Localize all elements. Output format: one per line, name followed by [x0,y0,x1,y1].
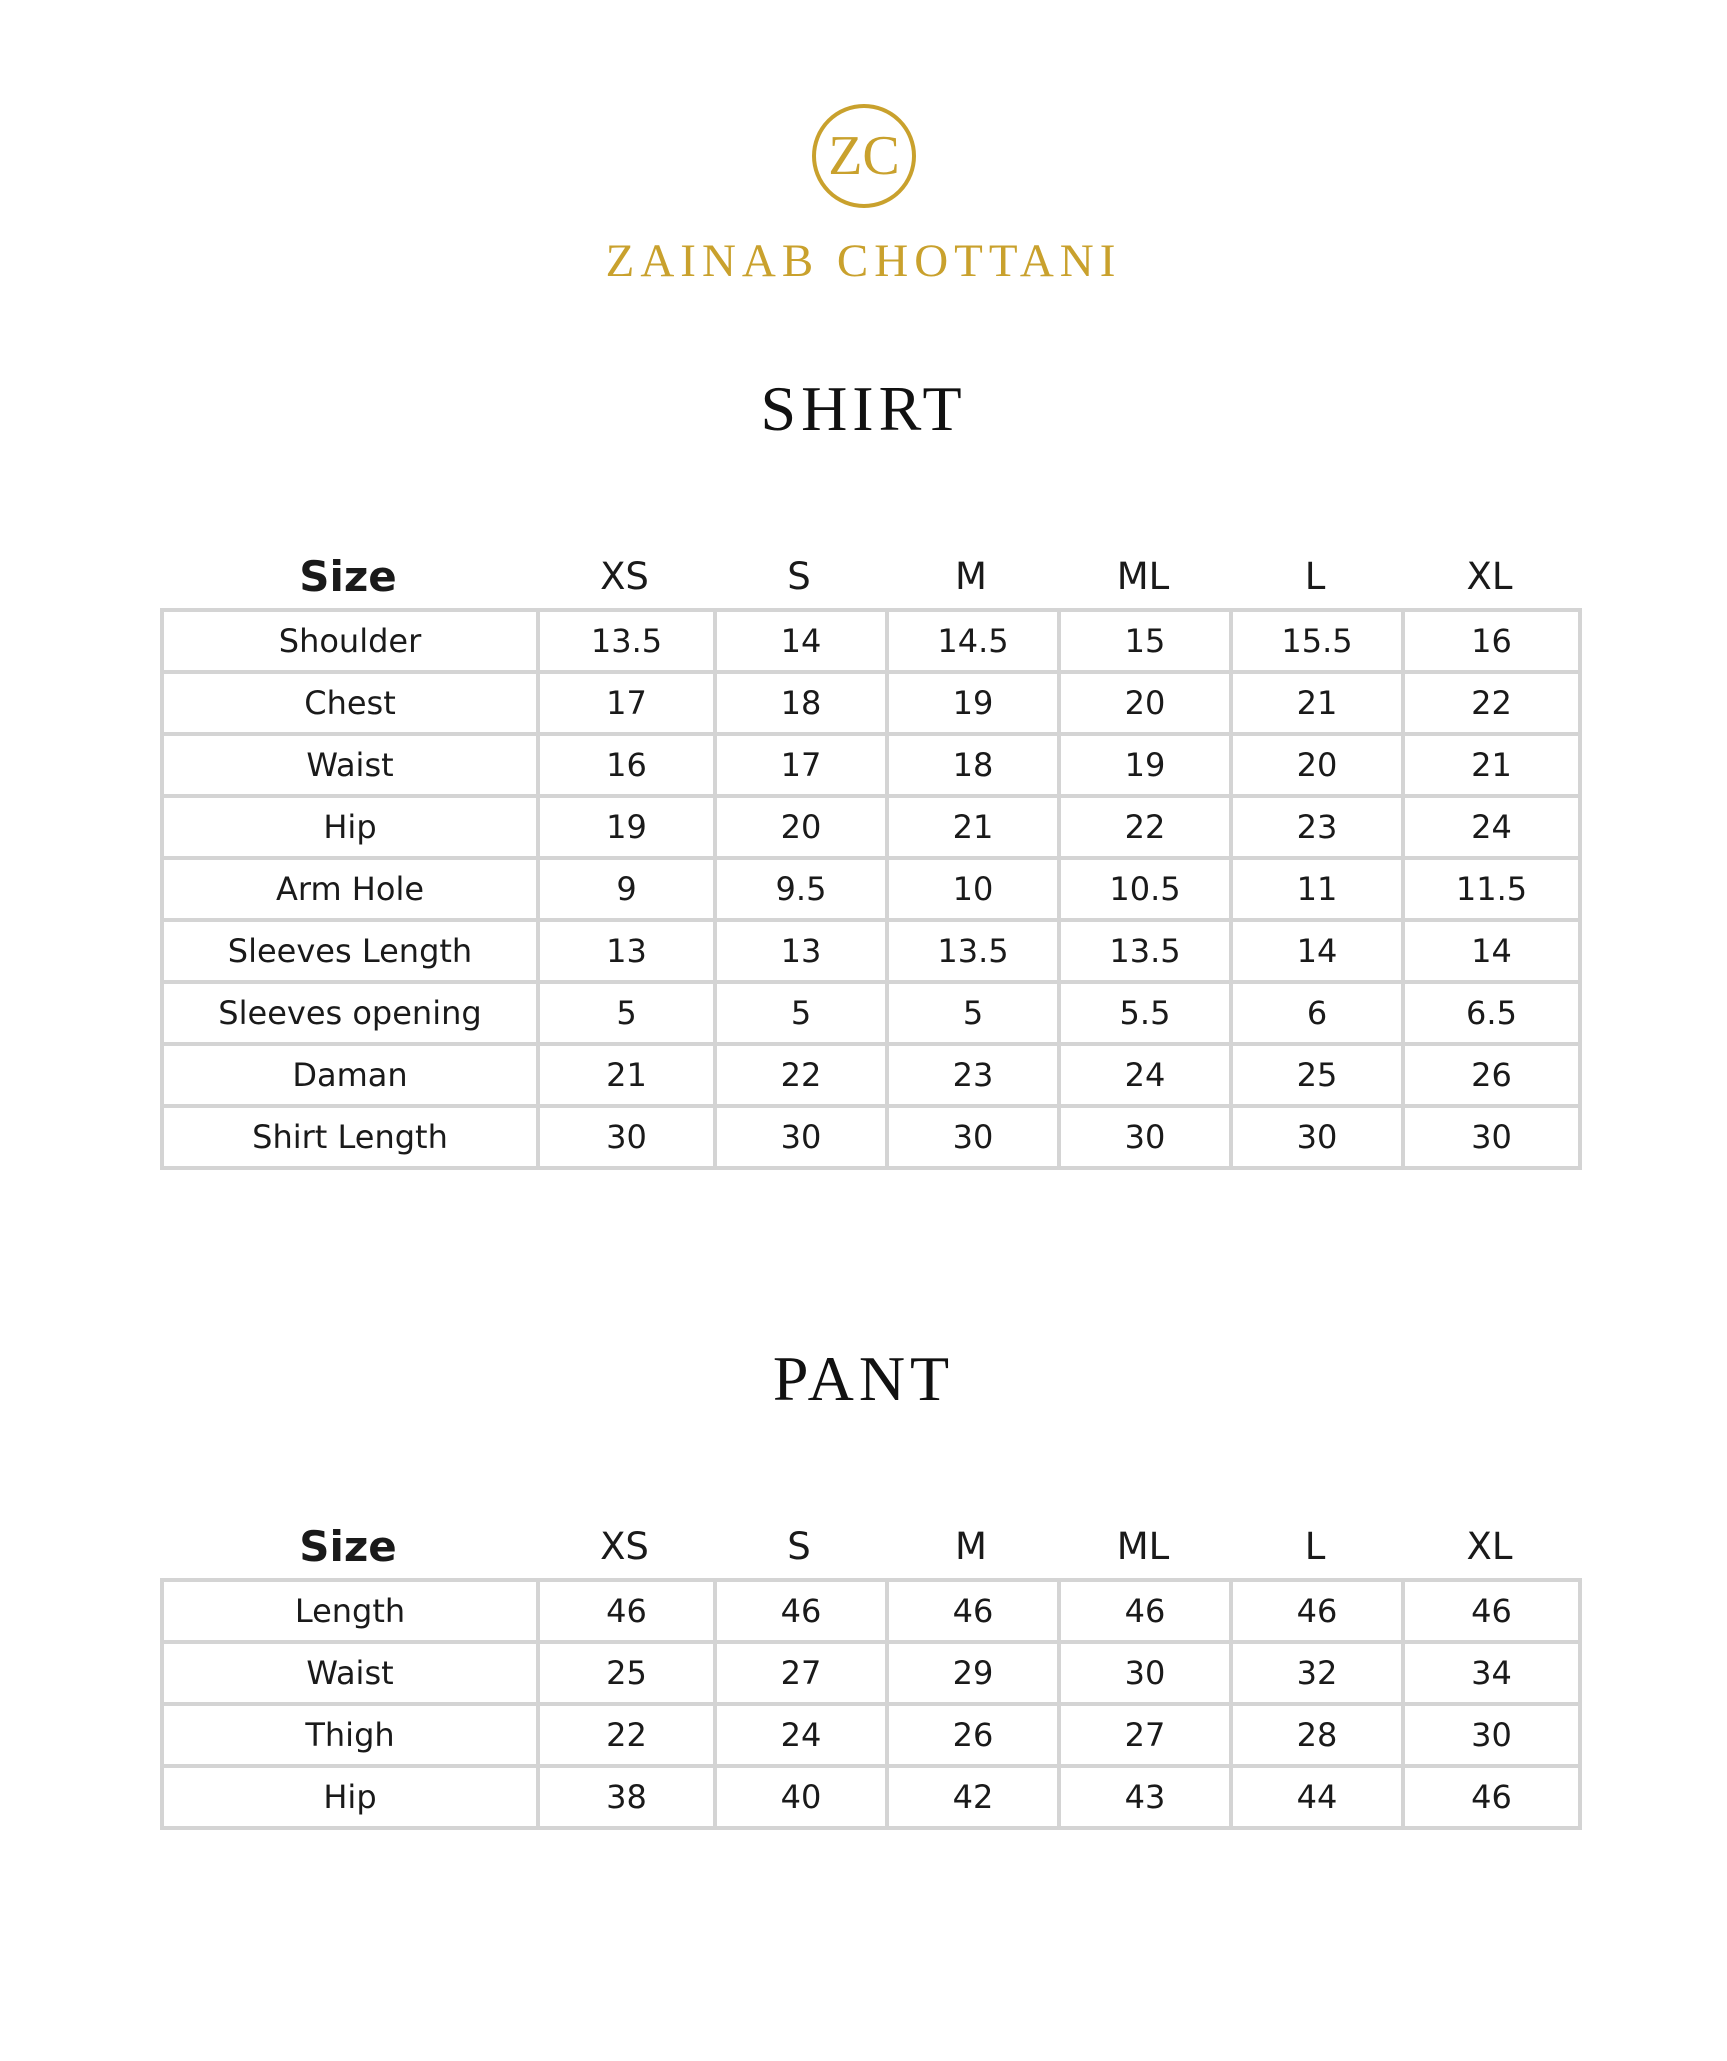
measurement-value: 14 [715,610,887,672]
measurement-value: 27 [1059,1704,1231,1766]
pant-size-chart [160,1514,1578,1830]
measurement-value: 24 [715,1704,887,1766]
measurement-label: Shirt Length [162,1106,538,1168]
measurement-value: 15 [1059,610,1231,672]
measurement-value: 20 [1231,734,1403,796]
table-row [162,1704,1580,1766]
measurement-value: 6 [1231,982,1403,1044]
measurement-value: 22 [538,1704,715,1766]
shirt-title: SHIRT [760,373,967,444]
measurement-value: 21 [1231,672,1403,734]
measurement-value: 14 [1403,920,1580,982]
header-cell: M [955,1524,987,1568]
header-cell: XS [600,554,649,598]
measurement-value: 11.5 [1403,858,1580,920]
measurement-value: 46 [1059,1580,1231,1642]
measurement-value: 10.5 [1059,858,1231,920]
measurement-value: 9 [538,858,715,920]
header-cell: S [787,554,811,598]
measurement-value: 26 [887,1704,1059,1766]
measurement-value: 22 [1059,796,1231,858]
header-cell: Size [299,551,397,601]
measurement-value: 30 [1059,1642,1231,1704]
table-row [162,858,1580,920]
measurement-value: 21 [887,796,1059,858]
measurement-label: Hip [162,796,538,858]
measurement-label: Shoulder [162,610,538,672]
measurement-value: 29 [887,1642,1059,1704]
measurement-value: 26 [1403,1044,1580,1106]
table-row [162,1580,1580,1642]
measurement-value: 46 [887,1580,1059,1642]
brand-logo [0,100,1727,288]
header-cell: M [955,554,987,598]
header-cell: ML [1116,1524,1170,1568]
table-row [162,1642,1580,1704]
pant-table [160,1578,1582,1830]
measurement-value: 19 [1059,734,1231,796]
table-row [162,1766,1580,1828]
header-cell: Size [299,1521,397,1571]
measurement-label: Hip [162,1766,538,1828]
measurement-value: 17 [715,734,887,796]
measurement-label: Waist [162,734,538,796]
measurement-value: 46 [1403,1580,1580,1642]
measurement-value: 44 [1231,1766,1403,1828]
measurement-value: 13 [538,920,715,982]
measurement-value: 24 [1403,796,1580,858]
measurement-value: 17 [538,672,715,734]
measurement-value: 42 [887,1766,1059,1828]
header-cell: L [1304,554,1326,598]
table-row [162,610,1580,672]
measurement-value: 5 [887,982,1059,1044]
brand-name: ZAINAB CHOTTANI [605,235,1122,287]
measurement-value: 13 [715,920,887,982]
measurement-value: 30 [1231,1106,1403,1168]
measurement-label: Chest [162,672,538,734]
header-cell: XL [1466,554,1513,598]
header-cell: ML [1116,554,1170,598]
measurement-value: 13.5 [538,610,715,672]
measurement-value: 25 [1231,1044,1403,1106]
measurement-value: 30 [715,1106,887,1168]
measurement-value: 46 [715,1580,887,1642]
measurement-value: 46 [1403,1766,1580,1828]
table-row [162,1106,1580,1168]
measurement-value: 15.5 [1231,610,1403,672]
measurement-value: 30 [1059,1106,1231,1168]
measurement-value: 32 [1231,1642,1403,1704]
measurement-value: 23 [1231,796,1403,858]
table-row [162,1044,1580,1106]
measurement-value: 5 [538,982,715,1044]
table-row [162,920,1580,982]
measurement-label: Length [162,1580,538,1642]
shirt-table [160,608,1582,1170]
measurement-value: 11 [1231,858,1403,920]
measurement-value: 16 [1403,610,1580,672]
measurement-value: 13.5 [1059,920,1231,982]
measurement-value: 9.5 [715,858,887,920]
pant-title: PANT [772,1343,955,1414]
measurement-value: 40 [715,1766,887,1828]
measurement-value: 5.5 [1059,982,1231,1044]
measurement-label: Daman [162,1044,538,1106]
measurement-value: 19 [887,672,1059,734]
measurement-value: 19 [538,796,715,858]
measurement-value: 43 [1059,1766,1231,1828]
measurement-label: Arm Hole [162,858,538,920]
measurement-value: 46 [538,1580,715,1642]
measurement-value: 34 [1403,1642,1580,1704]
header-cell: L [1304,1524,1326,1568]
measurement-value: 14.5 [887,610,1059,672]
measurement-value: 28 [1231,1704,1403,1766]
measurement-value: 10 [887,858,1059,920]
measurement-value: 16 [538,734,715,796]
measurement-value: 30 [887,1106,1059,1168]
zc-monogram-icon [808,100,920,212]
measurement-value: 21 [538,1044,715,1106]
measurement-value: 30 [1403,1704,1580,1766]
measurement-value: 22 [1403,672,1580,734]
shirt-header-row [160,544,1578,608]
measurement-value: 25 [538,1642,715,1704]
measurement-label: Sleeves Length [162,920,538,982]
measurement-value: 24 [1059,1044,1231,1106]
header-cell: XL [1466,1524,1513,1568]
measurement-value: 30 [1403,1106,1580,1168]
measurement-value: 21 [1403,734,1580,796]
header-cell: S [787,1524,811,1568]
measurement-value: 13.5 [887,920,1059,982]
measurement-label: Thigh [162,1704,538,1766]
monogram-letters: ZC [827,125,900,187]
measurement-value: 23 [887,1044,1059,1106]
pant-header-row [160,1514,1578,1578]
measurement-value: 18 [715,672,887,734]
measurement-label: Sleeves opening [162,982,538,1044]
measurement-value: 30 [538,1106,715,1168]
measurement-value: 6.5 [1403,982,1580,1044]
shirt-size-chart [160,544,1578,1170]
measurement-value: 20 [715,796,887,858]
measurement-value: 5 [715,982,887,1044]
measurement-value: 22 [715,1044,887,1106]
table-row [162,734,1580,796]
measurement-label: Waist [162,1642,538,1704]
measurement-value: 27 [715,1642,887,1704]
measurement-value: 38 [538,1766,715,1828]
measurement-value: 20 [1059,672,1231,734]
measurement-value: 18 [887,734,1059,796]
header-cell: XS [600,1524,649,1568]
measurement-value: 46 [1231,1580,1403,1642]
table-row [162,796,1580,858]
table-row [162,982,1580,1044]
table-row [162,672,1580,734]
measurement-value: 14 [1231,920,1403,982]
